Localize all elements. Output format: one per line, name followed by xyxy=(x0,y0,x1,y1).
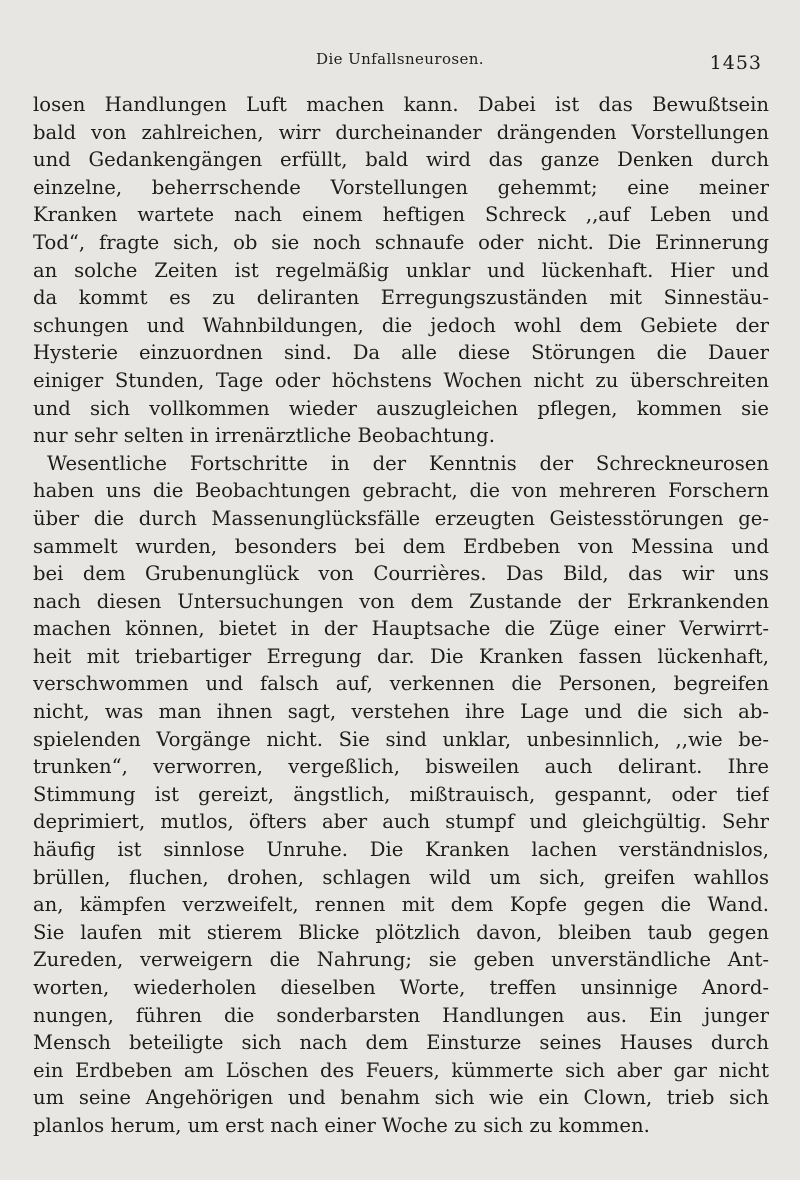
text-line: losen Handlungen Luft machen kann. Dabei ist das Bewußtsein xyxy=(33,93,769,116)
text-line: Wesentliche Fortschritte in der Kenntnis der Schreckneurosen xyxy=(47,451,769,475)
page-number: 1453 xyxy=(709,52,762,74)
text-line: Stimmung ist gereizt, ängstlich, mißtrauisch, gespannt, oder tief xyxy=(33,782,769,806)
text-line: an solche Zeiten ist regelmäßig unklar und lückenhaft. Hier und xyxy=(33,258,769,282)
text-line: brüllen, fluchen, drohen, schlagen wild um sich, greifen wahllos xyxy=(33,865,769,889)
paragraph-1 xyxy=(33,91,769,450)
text-line: nach diesen Untersuchungen von dem Zustande der Erkrankenden xyxy=(33,589,769,613)
text-line: ein Erdbeben am Löschen des Feuers, kümmerte sich aber gar nicht xyxy=(33,1058,769,1082)
text-line: einzelne, beherrschende Vorstellungen gehemmt; eine meiner xyxy=(33,175,769,199)
text-line: machen können, bietet in der Hauptsache die Züge einer Verwirrt- xyxy=(33,617,769,641)
text-line: da kommt es zu deliranten Erregungszuständen mit Sinnestäu- xyxy=(33,286,769,310)
text-line: einiger Stunden, Tage oder höchstens Wochen nicht zu überschreiten xyxy=(33,368,769,392)
paragraph-2 xyxy=(33,450,769,1140)
text-line: sammelt wurden, besonders bei dem Erdbeben von Messina und xyxy=(33,534,769,558)
text-line: heit mit triebartiger Erregung dar. Die Kranken fassen lückenhaft, xyxy=(33,644,769,668)
text-line: und sich vollkommen wieder auszugleichen pflegen, kommen sie xyxy=(33,396,769,420)
text-line: verschwommen und falsch auf, verkennen die Personen, begreifen xyxy=(33,672,769,696)
text-line: Hysterie einzuordnen sind. Da alle diese Störungen die Dauer xyxy=(33,341,769,365)
text-line: an, kämpfen verzweifelt, rennen mit dem Kopfe gegen die Wand. xyxy=(33,893,769,917)
text-line: über die durch Massenunglücksfälle erzeugten Geistesstörungen ge- xyxy=(33,506,769,530)
text-line: und Gedankengängen erfüllt, bald wird das ganze Denken durch xyxy=(33,148,769,172)
text-line: deprimiert, mutlos, öfters aber auch stumpf und gleichgültig. Sehr xyxy=(33,810,769,834)
text-line: Mensch beteiligte sich nach dem Einsturze seines Hauses durch xyxy=(33,1031,769,1055)
body-text xyxy=(33,91,769,1140)
text-line: bei dem Grubenunglück von Courrières. Das Bild, das wir uns xyxy=(33,562,769,586)
text-line: häufig ist sinnlose Unruhe. Die Kranken lachen verständnislos, xyxy=(33,838,769,862)
text-line: Sie laufen mit stierem Blicke plötzlich davon, bleiben taub gegen xyxy=(33,920,769,944)
text-line: Tod“, fragte sich, ob sie noch schnaufe oder nicht. Die Erinnerung xyxy=(33,230,769,254)
text-line: trunken“, verworren, vergeßlich, bisweilen auch delirant. Ihre xyxy=(33,755,769,779)
text-line: schungen und Wahnbildungen, die jedoch wohl dem Gebiete der xyxy=(33,313,769,337)
text-line: spielenden Vorgänge nicht. Sie sind unklar, unbesinnlich, ,,wie be- xyxy=(33,727,769,751)
text-line: nur sehr selten in irrenärztliche Beobachtung. xyxy=(33,424,495,448)
text-line: bald von zahlreichen, wirr durcheinander drängenden Vorstellungen xyxy=(33,120,769,144)
running-title: Die Unfallsneurosen. xyxy=(316,50,484,68)
text-line: um seine Angehörigen und benahm sich wie ein Clown, trieb sich xyxy=(33,1086,769,1110)
text-line: nungen, führen die sonderbarsten Handlungen aus. Ein junger xyxy=(33,1003,769,1027)
text-line: worten, wiederholen dieselben Worte, treffen unsinnige Anord- xyxy=(33,976,769,999)
text-line: haben uns die Beobachtungen gebracht, die von mehreren Forschern xyxy=(33,479,769,503)
text-line: Zureden, verweigern die Nahrung; sie geben unverständliche Ant- xyxy=(33,948,769,972)
page-header xyxy=(0,48,800,72)
text-line: planlos herum, um erst nach einer Woche zu sich zu kommen. xyxy=(33,1113,650,1137)
text-line: Kranken wartete nach einem heftigen Schreck ,,auf Leben und xyxy=(33,203,769,227)
text-line: nicht, was man ihnen sagt, verstehen ihre Lage und die sich ab- xyxy=(33,700,769,724)
